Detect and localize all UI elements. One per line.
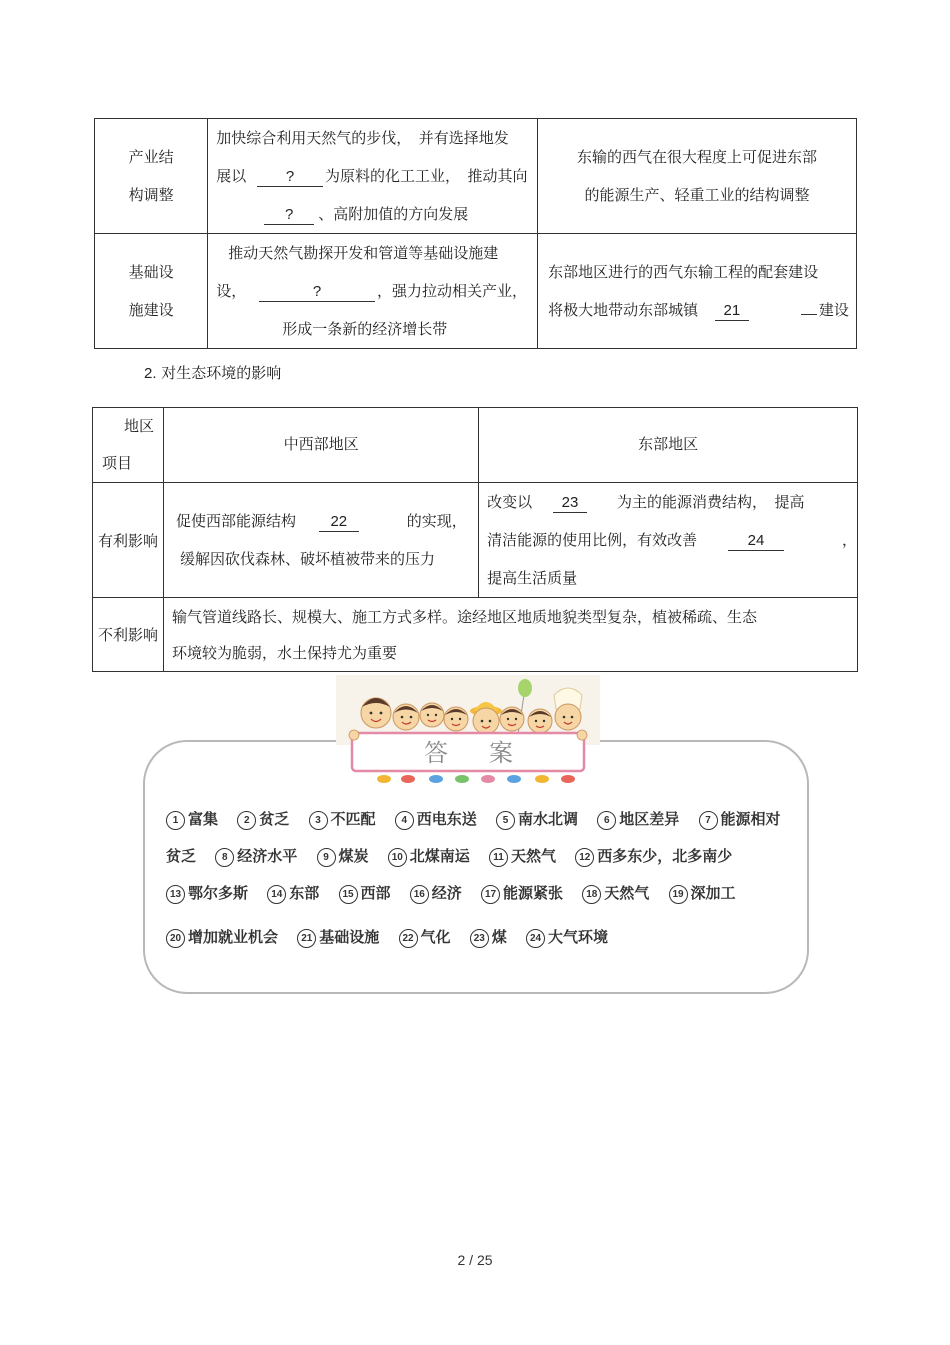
balloon-icon — [518, 679, 532, 697]
answer-item — [317, 845, 369, 867]
answer-text: 气化 — [420, 928, 451, 946]
answer-number: 22 — [399, 929, 418, 948]
fill-blank: 21 — [715, 302, 749, 321]
answer-number: 15 — [339, 885, 358, 904]
answer-number: 17 — [481, 885, 500, 904]
row-right-cell: 改变以 23 为主的能源消费结构， 提高 清洁能源的使用比例，有效改善 24 ， 提高生活质量 — [479, 483, 858, 598]
answer-item — [410, 882, 462, 904]
answer-text: 富集 — [188, 810, 219, 828]
answer-text: 不匹配 — [330, 810, 376, 828]
answer-number: 18 — [582, 885, 601, 904]
answer-item-continued — [166, 845, 196, 866]
answer-number: 13 — [166, 885, 185, 904]
answer-text: 贫乏 — [259, 810, 290, 828]
answer-text: 西部 — [360, 884, 391, 902]
answer-text: 大气环境 — [548, 928, 609, 946]
answer-item — [237, 808, 289, 830]
row-label: 不利影响 — [93, 598, 164, 672]
answer-number: 23 — [470, 929, 489, 948]
answer-title-char: 答 — [424, 739, 448, 767]
answer-item — [575, 845, 732, 867]
fill-blank: 24 — [728, 532, 784, 551]
row-label: 产业结 构调整 — [95, 119, 208, 234]
fill-blank: 22 — [319, 513, 359, 532]
row-middle-cell: 推动天然气勘探开发和管道等基础设施建 设， ? ，强力拉动相关产业， 形成一条新的经济增长带 — [208, 234, 538, 349]
answer-number: 20 — [166, 929, 185, 948]
answer-text: 鄂尔多斯 — [188, 884, 249, 902]
answer-row — [166, 808, 781, 830]
answer-item — [297, 926, 379, 948]
answer-text: 西多东少，北多南少 — [597, 847, 733, 865]
answer-text: 东部 — [289, 884, 320, 902]
answer-number: 11 — [489, 848, 508, 867]
answer-item — [388, 845, 470, 867]
answer-item — [496, 808, 578, 830]
answer-item — [166, 926, 278, 948]
page-number: 2 / 25 — [457, 1252, 493, 1268]
answer-number: 5 — [496, 811, 515, 830]
answer-item — [582, 882, 649, 904]
answer-item — [399, 926, 451, 948]
answer-text: 北煤南运 — [409, 847, 470, 865]
answer-text: 能源紧张 — [503, 884, 564, 902]
answer-number: 1 — [166, 811, 185, 830]
row-right-cell: 东输的西气在很大程度上可促进东部 的能源生产、轻重工业的结构调整 — [538, 119, 857, 234]
answer-number: 19 — [669, 885, 688, 904]
column-header: 中西部地区 — [163, 408, 478, 483]
answer-item — [526, 926, 608, 948]
answer-text: 能源相对 — [720, 810, 781, 828]
answer-number: 24 — [526, 929, 545, 948]
table-row — [95, 119, 857, 234]
answer-text: 贫乏 — [166, 847, 197, 865]
answer-item — [215, 845, 297, 867]
row-label: 有利影响 — [93, 483, 164, 598]
answer-item — [481, 882, 563, 904]
shoes-icon — [377, 775, 575, 783]
row-middle-cell: 促使西部能源结构 22 的实现， 缓解因砍伐森林、破坏植被带来的压力 — [163, 483, 478, 598]
answer-number: 21 — [297, 929, 316, 948]
answer-item — [395, 808, 477, 830]
answer-sign — [352, 733, 584, 771]
answer-title-char: 案 — [489, 739, 513, 767]
fill-blank: ? — [264, 206, 314, 225]
answer-text: 地区差异 — [619, 810, 680, 828]
row-right-cell: 东部地区进行的西气东输工程的配套建设 将极大地带动东部城镇 21 建设 — [538, 234, 857, 349]
answer-text: 天然气 — [511, 847, 557, 865]
answer-text: 西电东送 — [416, 810, 477, 828]
answer-text: 经济水平 — [237, 847, 298, 865]
answer-number: 4 — [395, 811, 414, 830]
answer-text: 基础设施 — [319, 928, 380, 946]
answer-number: 6 — [597, 811, 616, 830]
answer-item — [166, 808, 218, 830]
answer-number: 12 — [575, 848, 594, 867]
answer-text: 天然气 — [604, 884, 650, 902]
answer-row — [166, 882, 736, 904]
table-row — [93, 598, 858, 672]
row-middle-cell: 加快综合利用天然气的步伐， 并有选择地发 展以 ? 为原料的化工工业， 推动其向 ? 、高附加值的方向发展 — [208, 119, 538, 234]
table-header-row — [93, 408, 858, 483]
fill-blank: ? — [257, 168, 323, 187]
table-row — [95, 234, 857, 349]
fill-blank: ? — [259, 283, 375, 302]
answer-text: 南水北调 — [518, 810, 579, 828]
answer-number: 9 — [317, 848, 336, 867]
answer-row — [166, 845, 732, 867]
row-label: 基础设 施建设 — [95, 234, 208, 349]
answer-item — [699, 808, 781, 830]
answer-text: 煤 — [491, 928, 507, 946]
answer-number: 10 — [388, 848, 407, 867]
answer-text: 深加工 — [690, 884, 736, 902]
answer-number: 2 — [237, 811, 256, 830]
table-row — [93, 483, 858, 598]
answer-item — [489, 845, 556, 867]
answer-row — [166, 926, 608, 948]
answer-number: 16 — [410, 885, 429, 904]
merged-cell: 输气管道线路长、规模大、施工方式多样。途经地区地质地貌类型复杂，植被稀疏、生态 环境较为脆弱，水土保持尤为重要 — [163, 598, 857, 672]
economy-impact-table — [94, 118, 857, 349]
answer-item — [309, 808, 376, 830]
answer-item — [339, 882, 391, 904]
answer-header-illustration — [336, 675, 600, 787]
answer-item — [470, 926, 507, 948]
answer-number: 3 — [309, 811, 328, 830]
answer-item — [669, 882, 736, 904]
ecology-impact-table — [92, 407, 858, 672]
answer-item — [597, 808, 679, 830]
answer-text: 煤炭 — [338, 847, 369, 865]
answer-number: 7 — [699, 811, 718, 830]
column-header: 东部地区 — [479, 408, 858, 483]
section-heading: 2. 对生态环境的影响 — [144, 364, 282, 382]
answer-text: 经济 — [431, 884, 462, 902]
answer-text: 增加就业机会 — [188, 928, 279, 946]
answer-number: 8 — [215, 848, 234, 867]
corner-header-cell: 地区 项目 — [93, 408, 164, 483]
answer-number: 14 — [267, 885, 286, 904]
answer-item — [166, 882, 248, 904]
fill-blank: 23 — [553, 494, 587, 513]
answer-item — [267, 882, 319, 904]
